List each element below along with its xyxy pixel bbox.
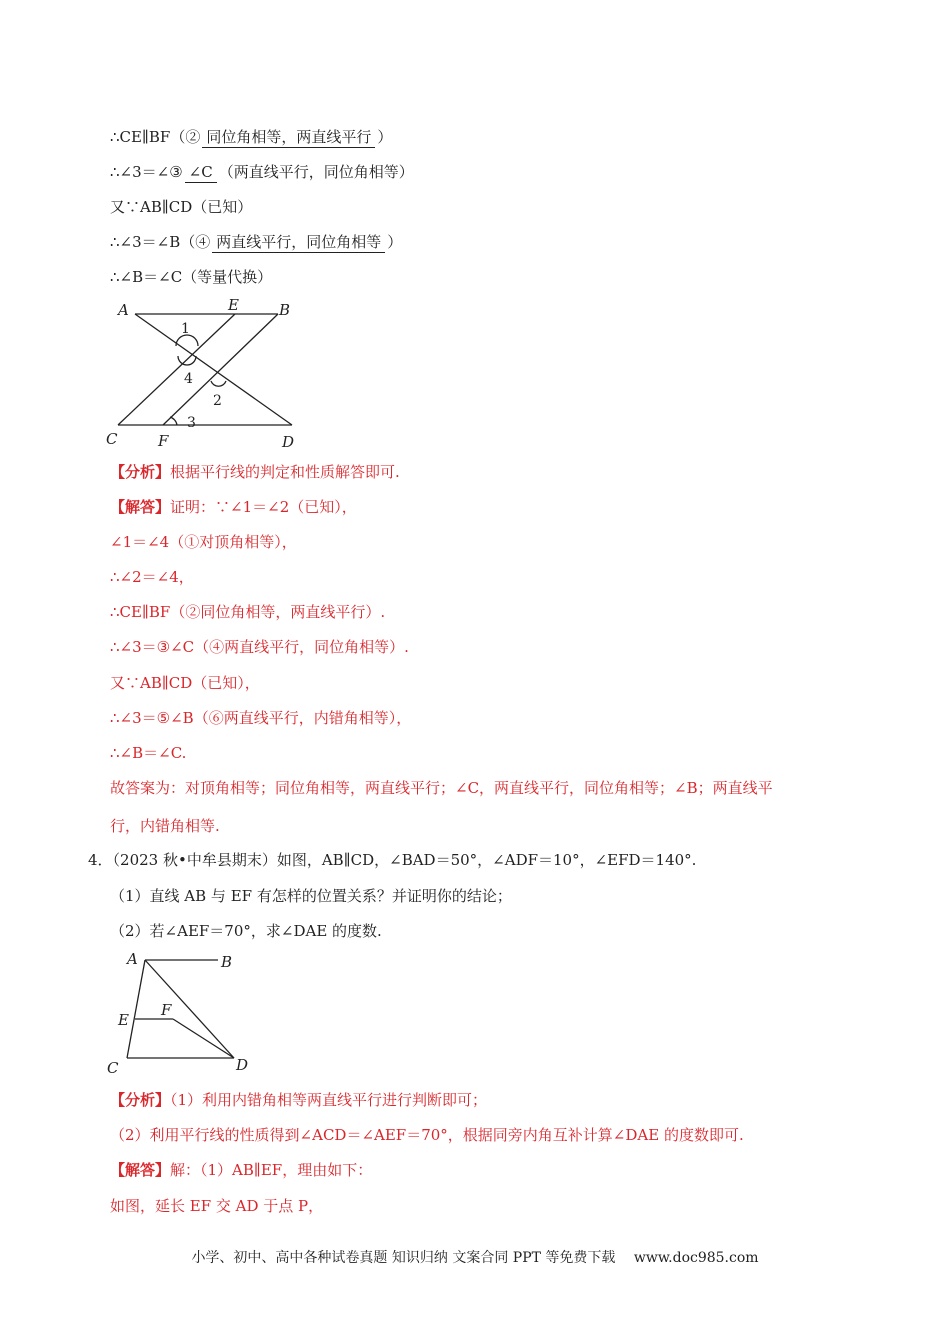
question-4-stem <box>88 850 696 870</box>
page-footer: 小学、初中、高中各种试卷真题 知识归纳 文案合同 PPT 等免费下载 www.doc985.com <box>191 1250 759 1266</box>
label-d: D <box>236 1056 249 1074</box>
proof-line-2 <box>110 162 414 183</box>
label-e: E <box>118 1011 129 1029</box>
text-post: ） <box>387 233 403 251</box>
solution-3-line-3: ∴CE∥BF（②同位角相等，两直线平行）. <box>110 603 386 621</box>
label-d: D <box>282 433 295 451</box>
solution-text: 解：（1）AB∥EF，理由如下： <box>170 1161 373 1179</box>
question-number: 4． <box>88 851 113 869</box>
text-post: ） <box>377 128 393 146</box>
label-e: E <box>228 296 239 314</box>
label-c: C <box>106 430 118 448</box>
solution-3-line-7: ∴∠B＝∠C. <box>110 744 187 762</box>
label-f: F <box>158 432 169 450</box>
solution-tag: 【解答】 <box>110 498 171 516</box>
text-pre: ∴∠3＝∠B（④ <box>110 233 211 251</box>
line-ac <box>127 960 145 1058</box>
proof-line-3: 又∵AB∥CD（已知） <box>110 198 253 216</box>
question-4-part-1: （1）直线 AB 与 EF 有怎样的位置关系？并证明你的结论； <box>110 887 512 905</box>
solution-3-line-6: ∴∠3＝⑤∠B（⑥两直线平行，内错角相等）， <box>110 709 412 727</box>
text-pre: ∴CE∥BF（② <box>110 128 201 146</box>
label-f: F <box>161 1001 172 1019</box>
label-angle-2: 2 <box>213 393 222 409</box>
solution-3-line-5: 又∵AB∥CD（已知）， <box>110 674 260 692</box>
analysis-3 <box>110 462 400 482</box>
label-a: A <box>127 950 138 968</box>
fill-blank: 同位角相等，两直线平行 <box>202 127 375 148</box>
analysis-4-line-1 <box>110 1090 487 1110</box>
angle-3-arc <box>170 417 177 425</box>
analysis-text: 根据平行线的判定和性质解答即可. <box>170 463 400 481</box>
label-angle-3: 3 <box>187 415 196 431</box>
figure-1-diagram <box>100 295 330 455</box>
solution-tag: 【解答】 <box>110 1161 171 1179</box>
proof-line-1 <box>110 127 392 148</box>
line-ad <box>145 960 234 1058</box>
label-c: C <box>107 1059 119 1077</box>
label-b: B <box>221 953 233 971</box>
angle-4-arc <box>178 356 196 365</box>
analysis-tag: 【分析】 <box>110 1091 171 1109</box>
text-post: （两直线平行，同位角相等） <box>218 163 414 181</box>
solution-3-line-2: ∴∠2＝∠4， <box>110 568 194 586</box>
figure-2-diagram <box>100 945 260 1080</box>
proof-line-5: ∴∠B＝∠C（等量代换） <box>110 268 273 286</box>
question-text: （2023 秋•中牟县期末）如图，AB∥CD，∠BAD＝50°，∠ADF＝10°，∠EFD＝140°. <box>112 851 697 869</box>
solution-3-line-1: ∠1＝∠4（①对顶角相等）， <box>110 533 297 551</box>
label-b: B <box>279 301 291 319</box>
proof-line-4 <box>110 232 402 253</box>
analysis-text: （1）利用内错角相等两直线平行进行判断即可； <box>170 1091 488 1109</box>
label-a: A <box>118 301 129 319</box>
solution-4-line-2: 如图，延长 EF 交 AD 于点 P， <box>110 1197 324 1215</box>
solution-3-line-4: ∴∠3＝③∠C（④两直线平行，同位角相等）. <box>110 638 409 656</box>
solution-3-line-0 <box>110 497 357 517</box>
fill-blank: 两直线平行，同位角相等 <box>212 232 385 253</box>
label-angle-1: 1 <box>181 321 190 337</box>
solution-4-line-1 <box>110 1160 372 1180</box>
label-angle-4: 4 <box>184 371 193 387</box>
text-pre: ∴∠3＝∠③ <box>110 163 183 181</box>
question-4-part-2: （2）若∠AEF＝70°，求∠DAE 的度数. <box>110 922 382 940</box>
solution-3-line-8: 故答案为：对顶角相等；同位角相等，两直线平行；∠C，两直线平行，同位角相等；∠B；两直线平 <box>110 779 773 797</box>
analysis-4-line-2: （2）利用平行线的性质得到∠ACD＝∠AEF＝70°，根据同旁内角互补计算∠DAE 的度数即可. <box>110 1126 744 1144</box>
angle-2-arc <box>211 381 226 386</box>
solution-text: 证明：∵∠1＝∠2（已知）， <box>170 498 357 516</box>
fill-blank: ∠C <box>185 162 217 183</box>
solution-3-line-9: 行，内错角相等. <box>110 817 220 835</box>
analysis-tag: 【分析】 <box>110 463 171 481</box>
